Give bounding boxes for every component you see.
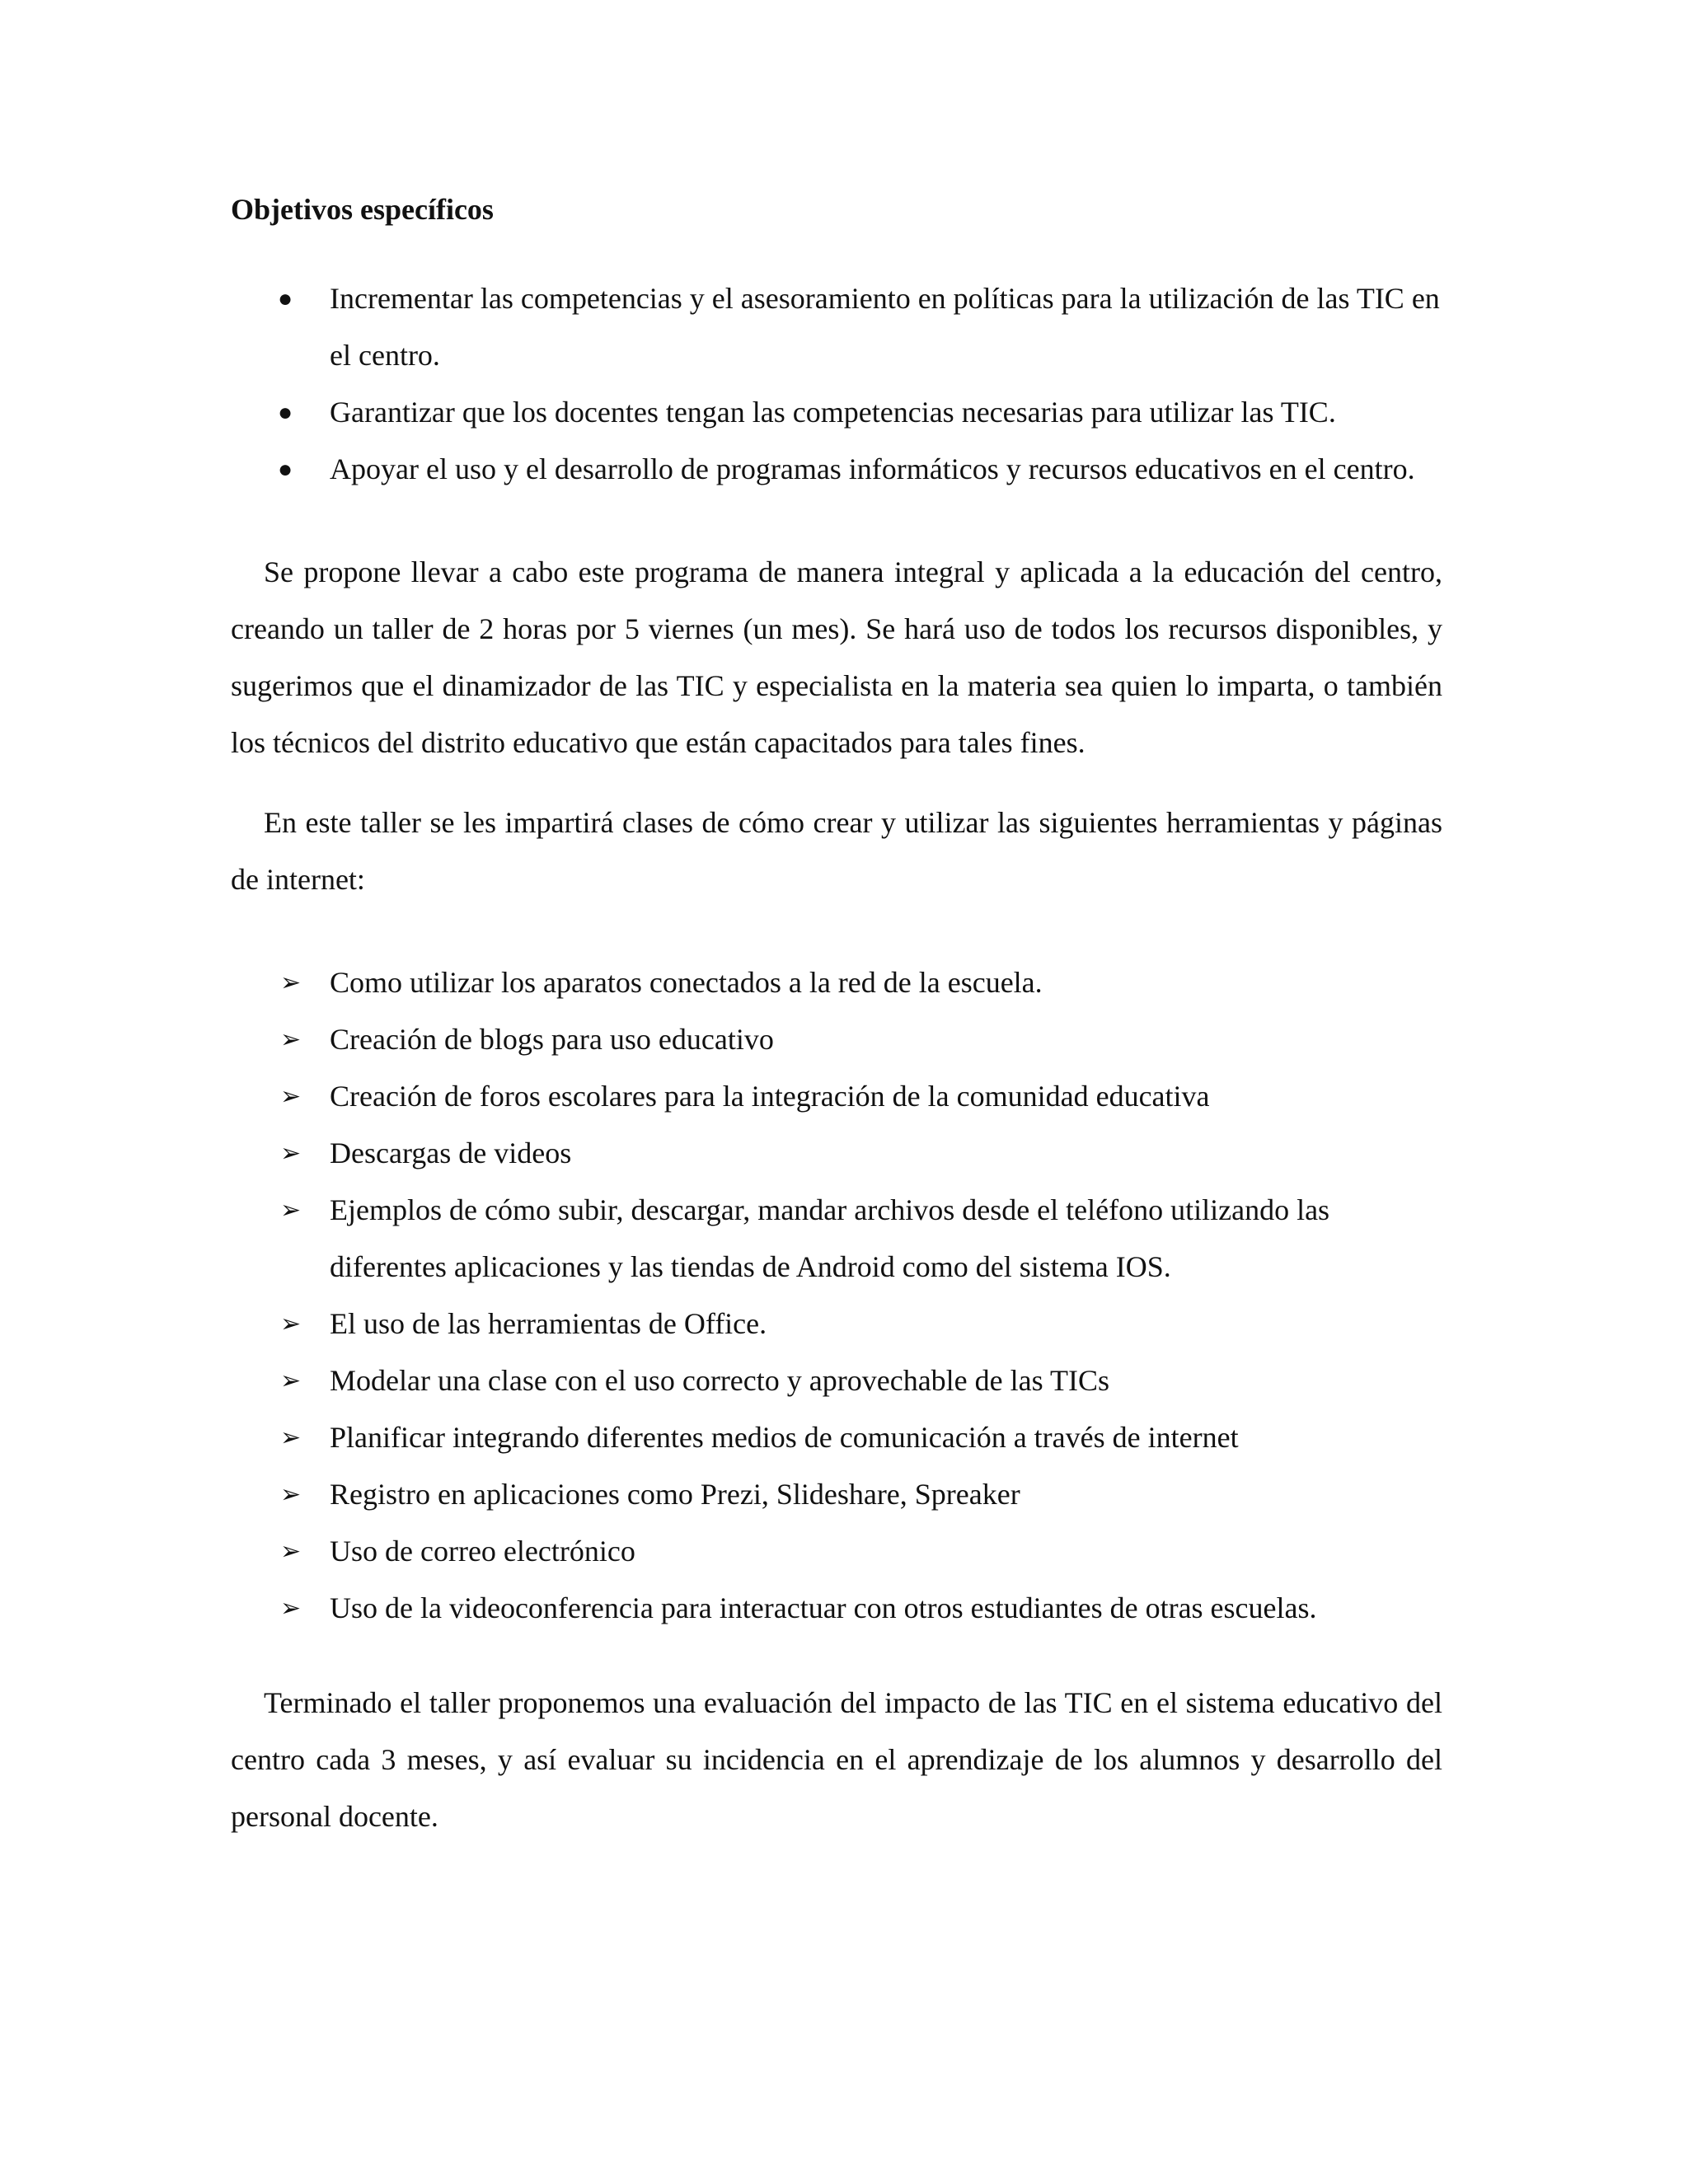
tool-text: Planificar integrando diferentes medios de comunicación a través de internet <box>330 1421 1239 1454</box>
objectives-list <box>231 270 1442 498</box>
arrow-bullet-icon: ➢ <box>280 1139 302 1168</box>
list-item <box>231 1125 1442 1182</box>
list-item <box>231 1466 1442 1523</box>
list-item <box>231 1296 1442 1352</box>
objective-text: Incrementar las competencias y el asesoramiento en políticas para la utilización de las TIC en el centro. <box>330 282 1440 372</box>
tool-text: Uso de la videoconferencia para interactuar con otros estudiantes de otras escuelas. <box>330 1591 1317 1624</box>
paragraph-program: Se propone llevar a cabo este programa de manera integral y aplicada a la educación del centro, creando un taller de 2 horas por 5 viernes (un mes). Se hará uso de todos los recursos disponibles, y sugerimos que el dinamizador de las TIC y especialista en la materia sea quien lo imparta, o también los técnicos del distrito educativo que están capacitados para tales fines. <box>231 555 1442 759</box>
tool-text: Creación de blogs para uso educativo <box>330 1023 774 1056</box>
tool-text: Descargas de videos <box>330 1137 572 1169</box>
list-item <box>231 384 1442 441</box>
list-item <box>231 1068 1442 1125</box>
arrow-bullet-icon: ➢ <box>280 1366 302 1395</box>
list-item <box>231 270 1442 384</box>
section-heading: Objetivos específicos <box>231 193 494 226</box>
tool-text: El uso de las herramientas de Office. <box>330 1307 767 1340</box>
bullet-icon: ● <box>278 399 293 426</box>
tool-text: Uso de correo electrónico <box>330 1535 635 1568</box>
tools-list <box>231 954 1442 1637</box>
tool-text: Creación de foros escolares para la integración de la comunidad educativa <box>330 1080 1210 1113</box>
arrow-bullet-icon: ➢ <box>280 1082 302 1111</box>
tool-text: Ejemplos de cómo subir, descargar, mandar archivos desde el teléfono utilizando las diferentes aplicaciones y las tiendas de Android como del sistema IOS. <box>330 1193 1330 1283</box>
arrow-bullet-icon: ➢ <box>280 1594 302 1623</box>
bullet-icon: ● <box>278 456 293 483</box>
paragraph-evaluation: Terminado el taller proponemos una evaluación del impacto de las TIC en el sistema educativo del centro cada 3 meses, y así evaluar su incidencia en el aprendizaje de los alumnos y desarrollo del personal docente. <box>231 1686 1442 1833</box>
arrow-bullet-icon: ➢ <box>280 1480 302 1509</box>
list-item <box>231 441 1442 498</box>
arrow-bullet-icon: ➢ <box>280 968 302 997</box>
list-item <box>231 1409 1442 1466</box>
paragraph-workshop: En este taller se les impartirá clases de cómo crear y utilizar las siguientes herramientas y páginas de internet: <box>231 806 1442 896</box>
list-item <box>231 1523 1442 1580</box>
list-item <box>231 954 1442 1011</box>
arrow-bullet-icon: ➢ <box>280 1537 302 1566</box>
document-page <box>231 190 1442 1868</box>
list-item <box>231 1011 1442 1068</box>
objective-text: Garantizar que los docentes tengan las competencias necesarias para utilizar las TIC. <box>330 396 1336 429</box>
tool-text: Registro en aplicaciones como Prezi, Slideshare, Spreaker <box>330 1478 1020 1511</box>
arrow-bullet-icon: ➢ <box>280 1423 302 1452</box>
arrow-bullet-icon: ➢ <box>280 1025 302 1054</box>
tool-text: Como utilizar los aparatos conectados a la red de la escuela. <box>330 966 1043 999</box>
objective-text: Apoyar el uso y el desarrollo de programas informáticos y recursos educativos en el centro. <box>330 452 1415 485</box>
list-item <box>231 1182 1442 1296</box>
list-item <box>231 1352 1442 1409</box>
list-item <box>231 1580 1442 1637</box>
tool-text: Modelar una clase con el uso correcto y aprovechable de las TICs <box>330 1364 1109 1397</box>
arrow-bullet-icon: ➢ <box>280 1196 302 1225</box>
bullet-icon: ● <box>278 285 293 312</box>
arrow-bullet-icon: ➢ <box>280 1310 302 1338</box>
